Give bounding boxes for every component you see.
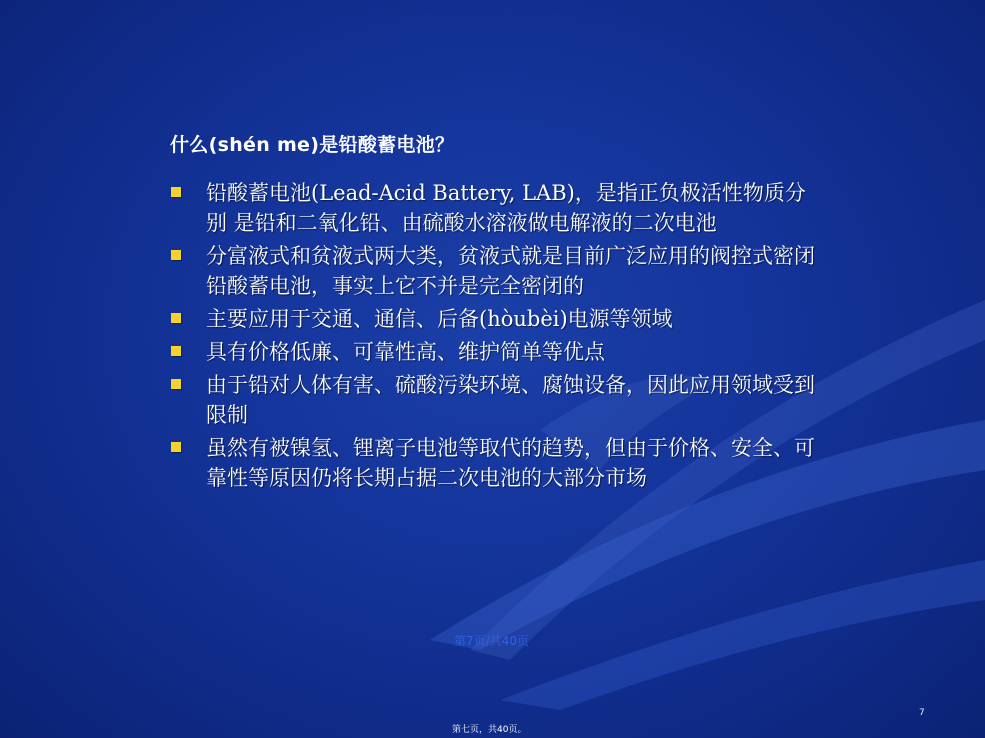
square-bullet-icon xyxy=(171,187,181,197)
page-number: 7 xyxy=(919,708,925,718)
square-bullet-icon xyxy=(171,313,181,323)
list-item xyxy=(168,304,818,334)
slide-title: 什么(shén me)是铅酸蓄电池？ xyxy=(170,134,455,156)
page-footer: 第七页，共40页。 xyxy=(452,725,527,735)
bullet-list xyxy=(168,178,818,496)
list-item xyxy=(168,337,818,367)
square-bullet-icon xyxy=(171,379,181,389)
page-link[interactable]: 第7页/共40页 xyxy=(454,634,529,648)
bullet-text: 具有价格低廉、可靠性高、维护简单等优点 xyxy=(206,340,605,364)
square-bullet-icon xyxy=(171,442,181,452)
square-bullet-icon xyxy=(171,250,181,260)
list-item xyxy=(168,370,818,430)
bullet-text: 分富液式和贫液式两大类，贫液式就是目前广泛应用的阀控式密闭铅酸蓄电池，事实上它不并是完全密闭的 xyxy=(206,244,815,298)
bullet-text: 铅酸蓄电池(Lead-Acid Battery, LAB)，是指正负极活性物质分别 是铅和二氧化铅、由硫酸水溶液做电解液的二次电池 xyxy=(206,181,806,235)
bullet-text: 由于铅对人体有害、硫酸污染环境、腐蚀设备，因此应用领域受到限制 xyxy=(206,373,815,427)
list-item xyxy=(168,241,818,301)
bullet-text: 虽然有被镍氢、锂离子电池等取代的趋势，但由于价格、安全、可靠性等原因仍将长期占据二次电池的大部分市场 xyxy=(206,436,815,490)
list-item xyxy=(168,433,818,493)
square-bullet-icon xyxy=(171,346,181,356)
bullet-text: 主要应用于交通、通信、后备(hòubèi)电源等领域 xyxy=(206,307,673,331)
list-item xyxy=(168,178,818,238)
